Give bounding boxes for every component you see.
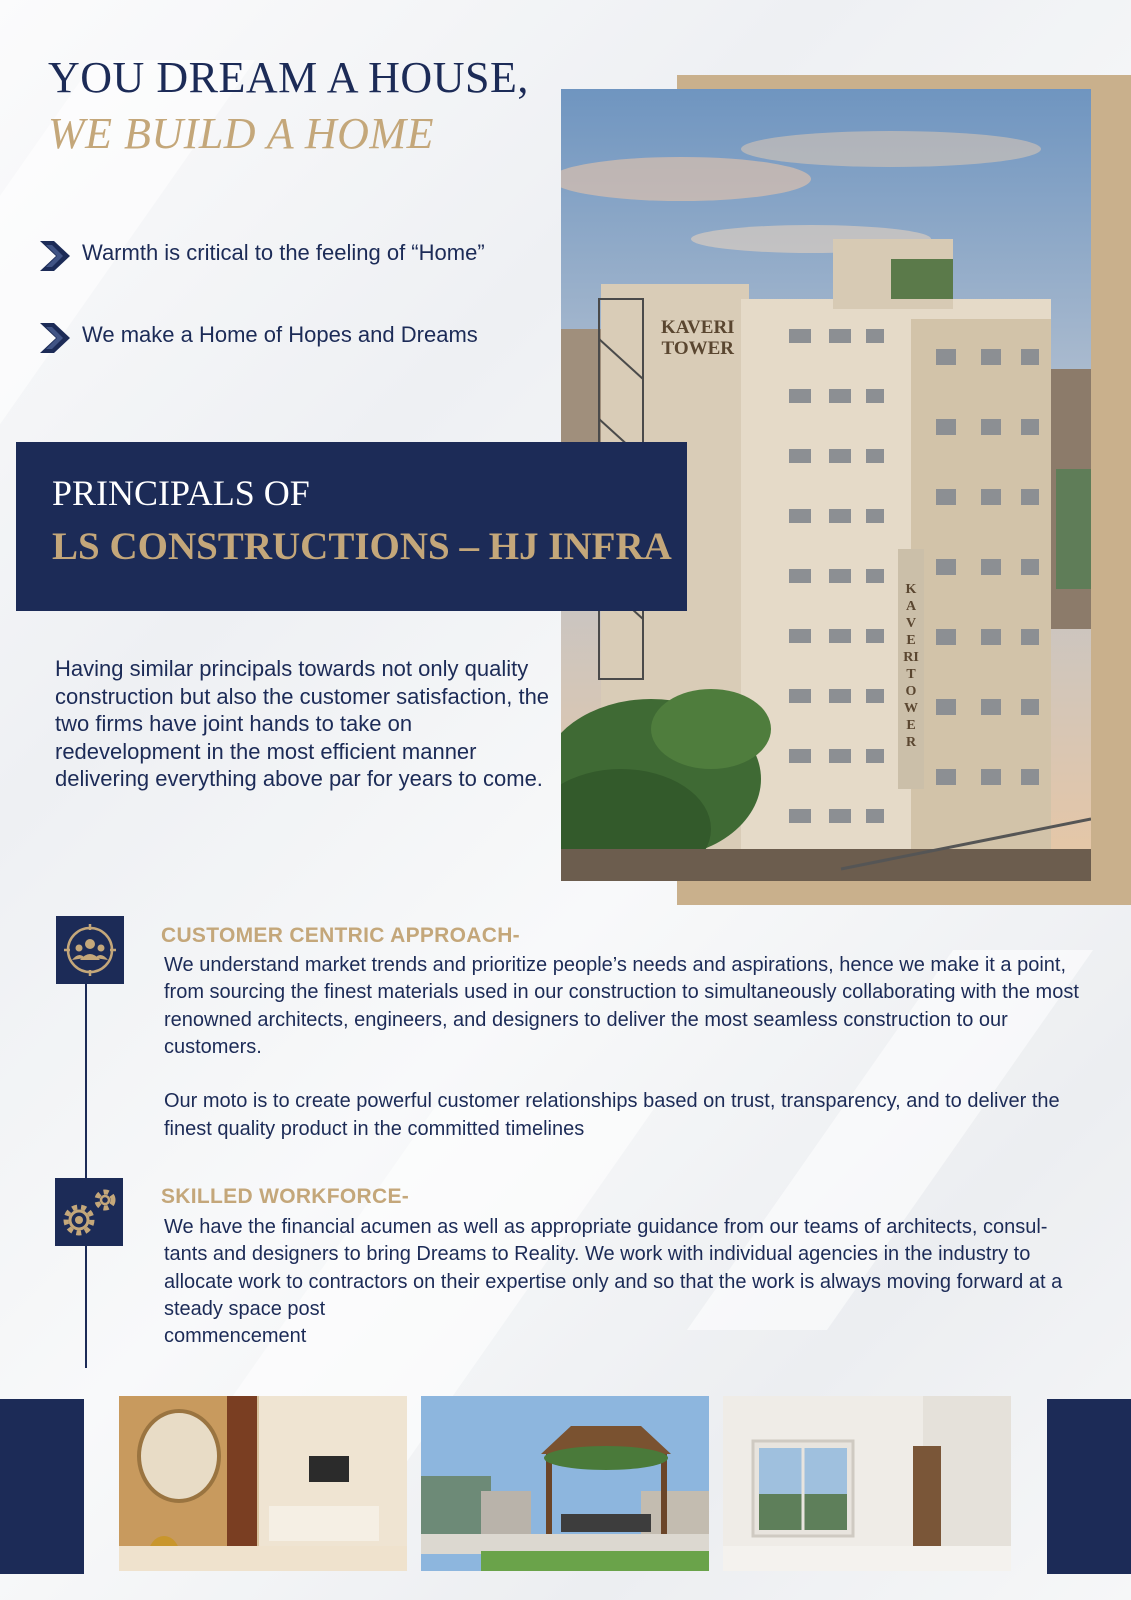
bullet-item <box>40 239 500 271</box>
banner-line-2: LS CONSTRUCTIONS – HJ INFRA <box>52 525 672 568</box>
section-title: SKILLED WORKFORCE- <box>161 1185 410 1208</box>
customer-group-icon <box>56 916 124 984</box>
tower-sign <box>661 317 735 359</box>
tower-vertical-sign: KAVERI TOWER <box>903 582 919 750</box>
intro-paragraph: Having similar principals towards not only quality construction but also the customer satisfaction, the two firms have joint hands to take on redevelopment in the most efficient manner delivering everything above par for years to come. <box>55 656 550 791</box>
bullet-item <box>40 321 500 353</box>
footer-block-right <box>1047 1399 1131 1574</box>
chevron-right-icon <box>40 323 72 353</box>
tower-sign-line-2: TOWER <box>661 338 735 359</box>
section-body: We understand market trends and prioritize people’s needs and aspirations, hence we make it a point, from sourcing the finest materials used in our construction to simultaneously collaborating with the most renowned architects, engineers, and designers to deliver the most seamless construction to our customers. Our moto is to create powerful customer relationships based on trust, transparency, and to deliver the finest quality product in the committed timelines <box>164 954 1079 1140</box>
gears-icon <box>55 1178 123 1246</box>
section-body: We have the financial acumen as well as appropriate guidance from our teams of architects, consul- tants and designers to bring Dreams to Reality. We work with individual agencies in the industry to allocate work to contractors on their expertise only and so that the work is always moving forward at a steady space post commencement <box>164 1216 1063 1348</box>
section-title: CUSTOMER CENTRIC APPROACH- <box>161 924 520 947</box>
chevron-right-icon <box>40 241 72 271</box>
banner-line-1: PRINCIPALS OF <box>52 473 310 513</box>
headline-line-2: WE BUILD A HOME <box>48 109 434 158</box>
principals-banner <box>16 442 687 611</box>
tower-sign-line-1: KAVERI <box>661 317 735 338</box>
rooftop-pergola-photo <box>421 1396 709 1571</box>
footer-block-left <box>0 1399 84 1574</box>
headline-line-1: YOU DREAM A HOUSE, <box>48 53 529 102</box>
bullet-text: We make a Home of Hopes and Dreams <box>82 322 478 347</box>
living-room-photo <box>119 1396 407 1571</box>
bullet-text: Warmth is critical to the feeling of “Home” <box>82 240 485 265</box>
empty-room-photo <box>723 1396 1011 1571</box>
headline <box>48 50 529 162</box>
timeline-line <box>85 983 87 1368</box>
